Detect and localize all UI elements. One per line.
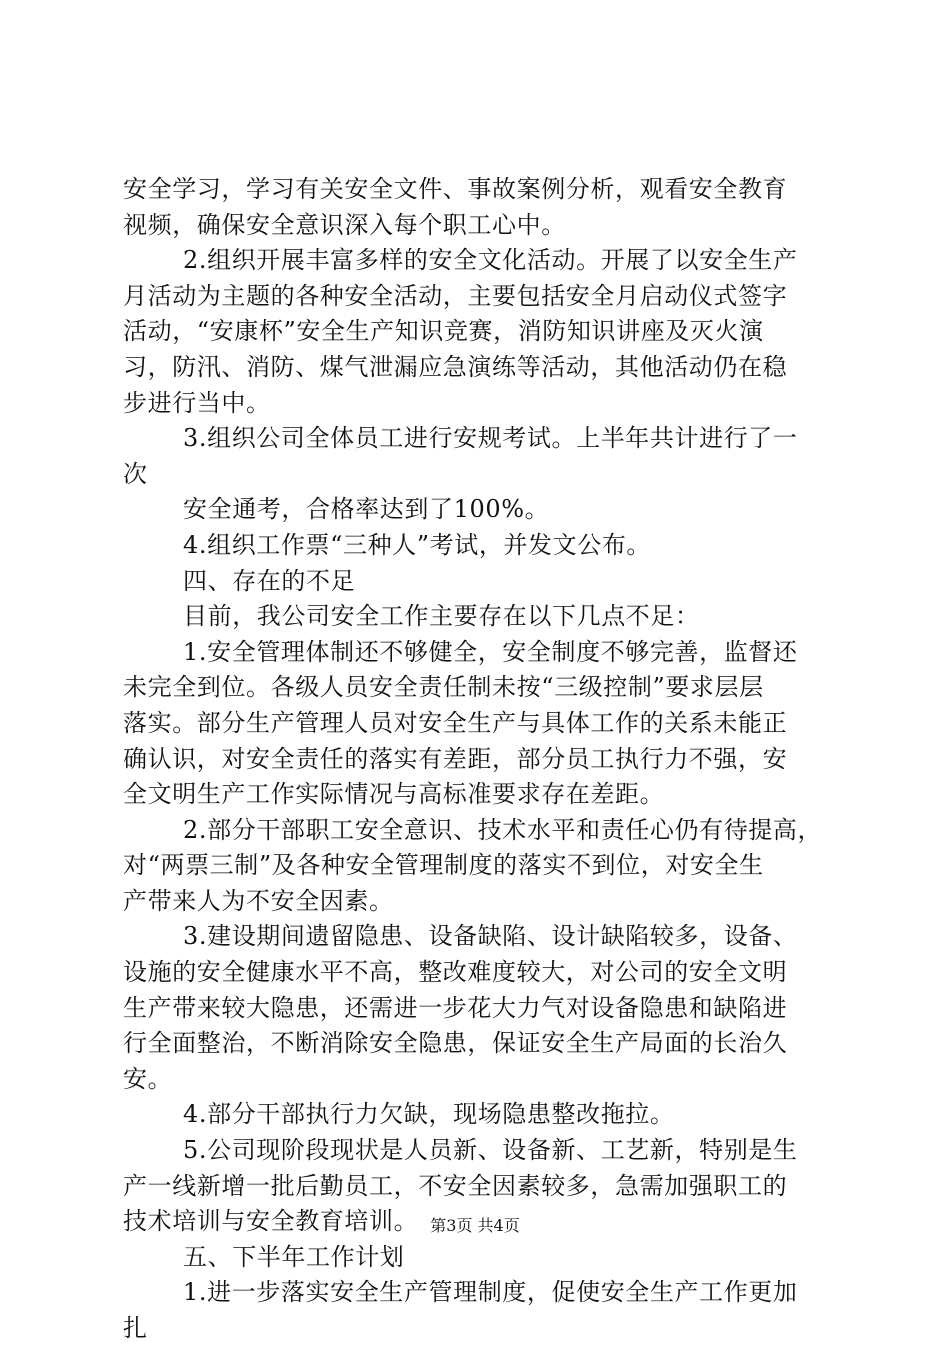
text-line: 产带来人为不安全因素。 <box>123 886 394 915</box>
text-line: 4.组织工作票“三种人”考试，并发文公布。 <box>183 530 652 559</box>
text-line: 活动，“安康杯”安全生产知识竞赛，消防知识讲座及灭火演 <box>123 317 764 346</box>
text-line: 行全面整治，不断消除安全隐患，保证安全生产局面的长治久 <box>123 1029 788 1058</box>
text-line: 安全学习，学习有关安全文件、事故案例分析，观看安全教育 <box>123 175 788 203</box>
text-line: 2.组织开展丰富多样的安全文化活动。开展了以安全生产 <box>183 246 798 275</box>
text-line: 1.进一步落实安全生产管理制度，促使安全生产工作更加 <box>183 1278 798 1307</box>
text-line: 5.公司现阶段现状是人员新、设备新、工艺新，特别是生 <box>183 1136 798 1165</box>
page-footer: 第3页 共4页 <box>430 1216 520 1235</box>
text-line: 五、下半年工作计划 <box>183 1242 405 1271</box>
text-line: 对“两票三制”及各种安全管理制度的落实不到位，对安全生 <box>123 851 764 880</box>
document-body <box>123 172 843 1347</box>
text-line: 扎 <box>123 1314 148 1342</box>
text-line: 安全通考，合格率达到了100%。 <box>183 495 550 524</box>
text-line: 安。 <box>123 1064 173 1093</box>
text-line: 目前，我公司安全工作主要存在以下几点不足： <box>183 602 700 631</box>
text-line: 未完全到位。各级人员安全责任制未按“三级控制”要求层层 <box>123 673 764 702</box>
text-line: 确认识，对安全责任的落实有差距，部分员工执行力不强，安 <box>123 744 788 773</box>
text-line: 2.部分干部职工安全意识、技术水平和责任心仍有待提高， <box>183 815 823 844</box>
text-line: 生产带来较大隐患，还需进一步花大力气对设备隐患和缺陷进 <box>123 993 788 1022</box>
text-line: 4.部分干部执行力欠缺，现场隐患整改拖拉。 <box>183 1100 675 1129</box>
text-line: 落实。部分生产管理人员对安全生产与具体工作的关系未能正 <box>123 708 788 737</box>
text-line: 步进行当中。 <box>123 388 271 417</box>
text-line: 四、存在的不足 <box>183 566 356 595</box>
text-line: 全文明生产工作实际情况与高标准要求存在差距。 <box>123 780 665 809</box>
text-line: 1.安全管理体制还不够健全，安全制度不够完善，监督还 <box>183 637 798 666</box>
text-line: 视频，确保安全意识深入每个职工心中。 <box>123 210 566 239</box>
text-line: 次 <box>123 459 148 488</box>
text-line: 3.建设期间遗留隐患、设备缺陷、设计缺陷较多，设备、 <box>183 922 798 951</box>
text-line: 3.组织公司全体员工进行安规考试。上半年共计进行了一 <box>183 424 798 453</box>
text-line: 月活动为主题的各种安全活动，主要包括安全月启动仪式签字 <box>123 281 788 310</box>
text-line: 习，防汛、消防、煤气泄漏应急演练等活动，其他活动仍在稳 <box>123 352 788 381</box>
text-line: 技术培训与安全教育培训。 <box>123 1207 419 1236</box>
text-line: 设施的安全健康水平不高，整改难度较大，对公司的安全文明 <box>123 958 788 987</box>
text-line: 产一线新增一批后勤员工，不安全因素较多，急需加强职工的 <box>123 1171 788 1200</box>
